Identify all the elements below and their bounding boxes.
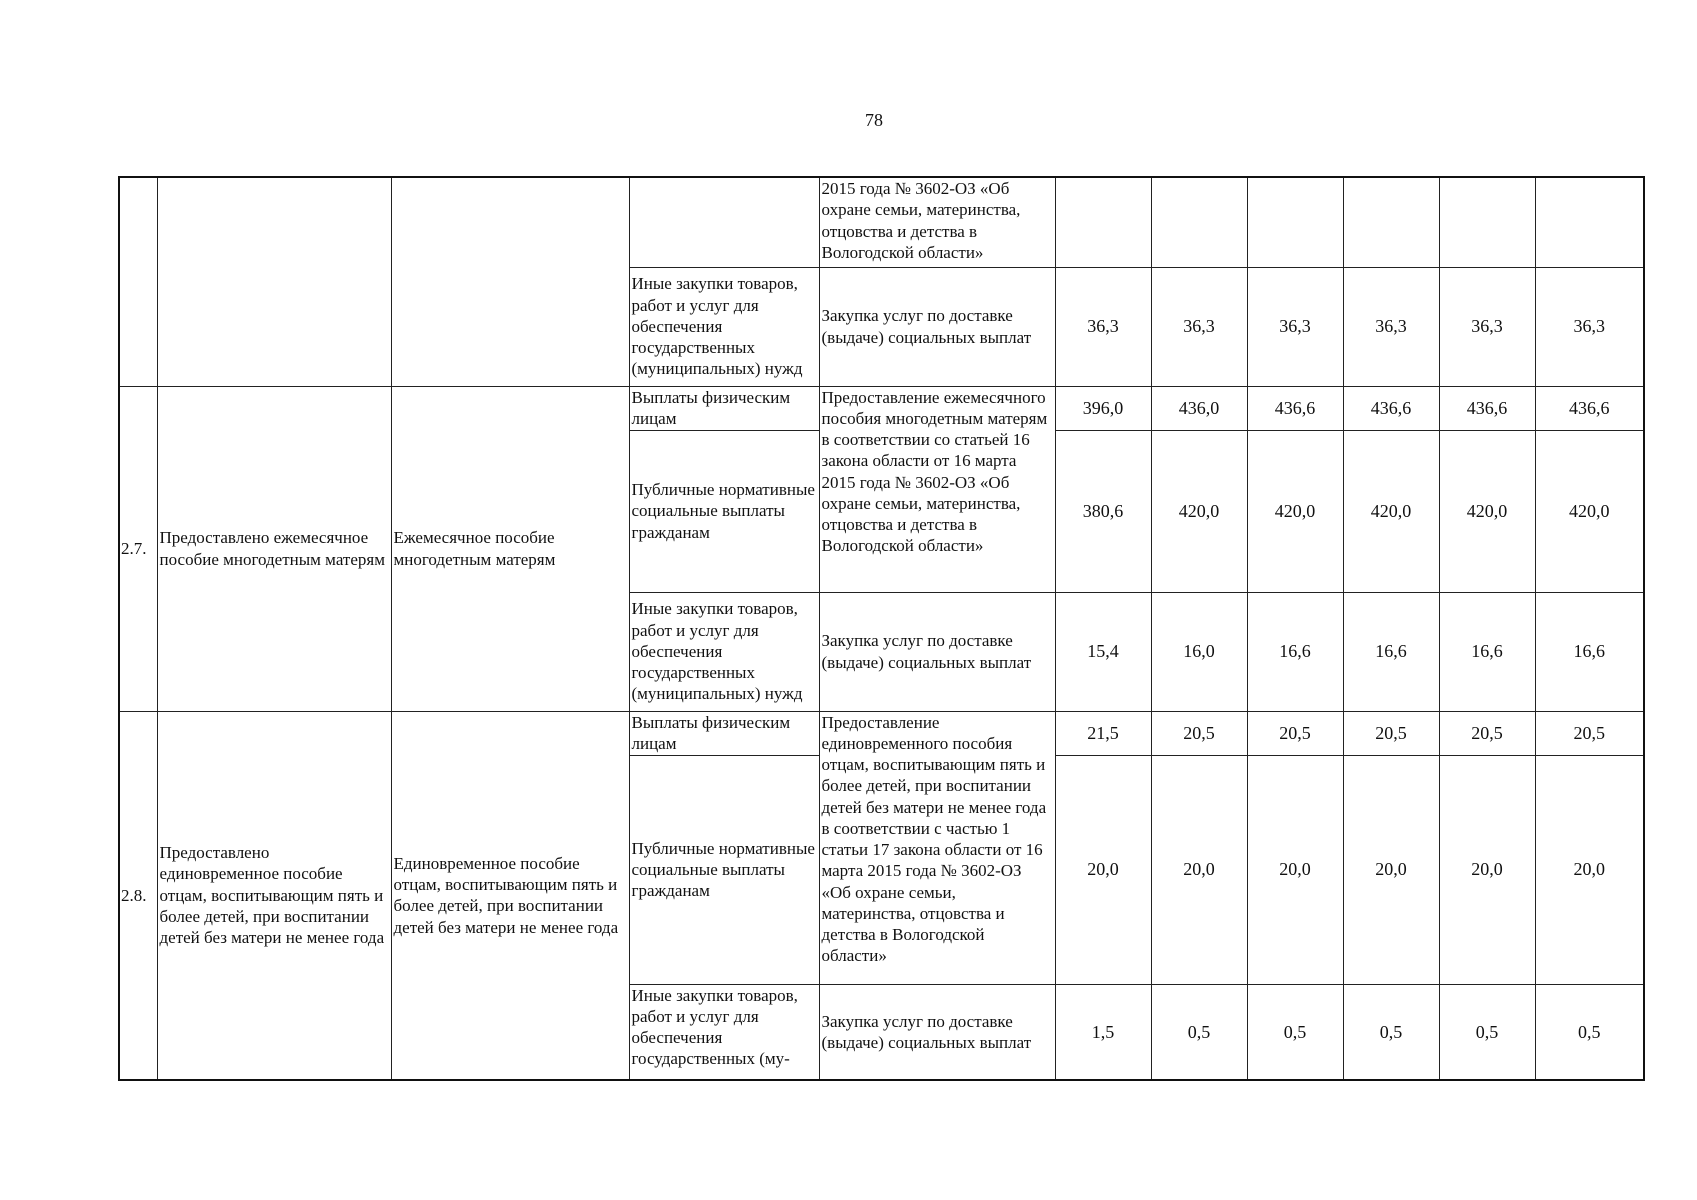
value-cell: 420,0 xyxy=(1535,430,1644,592)
value-cell: 20,5 xyxy=(1535,711,1644,755)
value-cell: 0,5 xyxy=(1343,984,1439,1080)
result-cell: Предоставлено единовременное пособие отцам, воспитывающим пять и более детей, при воспитании детей без матери не менее года xyxy=(157,711,391,1080)
index-cell xyxy=(119,177,157,386)
value-cell xyxy=(1439,177,1535,267)
value-cell: 20,0 xyxy=(1439,755,1535,984)
value-cell: 396,0 xyxy=(1055,386,1151,430)
result-cell: Предоставлено ежемесячное пособие многодетным матерям xyxy=(157,386,391,711)
value-cell: 16,6 xyxy=(1439,592,1535,711)
value-cell: 380,6 xyxy=(1055,430,1151,592)
result-cell xyxy=(157,177,391,386)
table-row xyxy=(119,386,1644,430)
value-cell: 20,0 xyxy=(1343,755,1439,984)
description-cell: Предоставление единовременного пособия отцам, воспитывающим пять и более детей, при воспитании детей без матери не менее года в соответствии с частью 1 статьи 17 закона области от 16 марта 2015 года № 3602-ОЗ «Об охране семьи, материнства, отцовства и детства в Вологодской области» xyxy=(819,711,1055,984)
value-cell: 20,5 xyxy=(1343,711,1439,755)
description-cell: 2015 года № 3602-ОЗ «Об охране семьи, материнства, отцовства и детства в Вологодской области» xyxy=(819,177,1055,267)
value-cell: 20,0 xyxy=(1247,755,1343,984)
value-cell: 20,5 xyxy=(1247,711,1343,755)
value-cell: 16,0 xyxy=(1151,592,1247,711)
value-cell: 420,0 xyxy=(1439,430,1535,592)
value-cell: 16,6 xyxy=(1247,592,1343,711)
expense-type-cell: Иные закупки товаров, работ и услуг для обеспечения государственных (му- xyxy=(629,984,819,1080)
value-cell xyxy=(1151,177,1247,267)
value-cell xyxy=(1535,177,1644,267)
value-cell: 1,5 xyxy=(1055,984,1151,1080)
value-cell: 0,5 xyxy=(1247,984,1343,1080)
value-cell: 420,0 xyxy=(1151,430,1247,592)
value-cell: 20,0 xyxy=(1151,755,1247,984)
value-cell: 16,6 xyxy=(1535,592,1644,711)
value-cell: 16,6 xyxy=(1343,592,1439,711)
value-cell: 36,3 xyxy=(1535,267,1644,386)
value-cell: 20,0 xyxy=(1535,755,1644,984)
description-cell: Закупка услуг по доставке (выдаче) социальных выплат xyxy=(819,984,1055,1080)
table-row xyxy=(119,711,1644,755)
page-number: 78 xyxy=(865,110,883,130)
description-cell: Закупка услуг по доставке (выдаче) социальных выплат xyxy=(819,592,1055,711)
index-cell: 2.7. xyxy=(119,386,157,711)
description-cell: Закупка услуг по доставке (выдаче) социальных выплат xyxy=(819,267,1055,386)
value-cell: 20,0 xyxy=(1055,755,1151,984)
value-cell: 36,3 xyxy=(1439,267,1535,386)
value-cell: 0,5 xyxy=(1151,984,1247,1080)
value-cell: 20,5 xyxy=(1151,711,1247,755)
value-cell: 420,0 xyxy=(1343,430,1439,592)
expense-type-cell: Выплаты физическим лицам xyxy=(629,711,819,755)
value-cell: 436,6 xyxy=(1439,386,1535,430)
budget-table xyxy=(118,176,1645,1081)
value-cell xyxy=(1055,177,1151,267)
value-cell: 436,0 xyxy=(1151,386,1247,430)
measure-cell: Ежемесячное пособие многодетным матерям xyxy=(391,386,629,711)
expense-type-cell: Иные закупки товаров, работ и услуг для обеспечения государственных (муниципальных) нужд xyxy=(629,592,819,711)
expense-type-cell: Выплаты физическим лицам xyxy=(629,386,819,430)
value-cell: 21,5 xyxy=(1055,711,1151,755)
value-cell: 436,6 xyxy=(1535,386,1644,430)
value-cell: 36,3 xyxy=(1343,267,1439,386)
value-cell: 15,4 xyxy=(1055,592,1151,711)
description-cell: Предоставление ежемесячного пособия многодетным матерям в соответствии со статьей 16 закона области от 16 марта 2015 года № 3602-ОЗ «Об охране семьи, материнства, отцовства и детства в Вологодской области» xyxy=(819,386,1055,592)
value-cell: 20,5 xyxy=(1439,711,1535,755)
table-row xyxy=(119,177,1644,267)
value-cell: 0,5 xyxy=(1439,984,1535,1080)
value-cell: 36,3 xyxy=(1055,267,1151,386)
expense-type-cell xyxy=(629,177,819,267)
value-cell: 436,6 xyxy=(1343,386,1439,430)
expense-type-cell: Публичные нормативные социальные выплаты гражданам xyxy=(629,430,819,592)
expense-type-cell: Публичные нормативные социальные выплаты гражданам xyxy=(629,755,819,984)
value-cell: 36,3 xyxy=(1247,267,1343,386)
value-cell: 436,6 xyxy=(1247,386,1343,430)
value-cell: 420,0 xyxy=(1247,430,1343,592)
value-cell xyxy=(1343,177,1439,267)
value-cell: 0,5 xyxy=(1535,984,1644,1080)
measure-cell xyxy=(391,177,629,386)
measure-cell: Единовременное пособие отцам, воспитывающим пять и более детей, при воспитании детей без матери не менее года xyxy=(391,711,629,1080)
value-cell: 36,3 xyxy=(1151,267,1247,386)
value-cell xyxy=(1247,177,1343,267)
expense-type-cell: Иные закупки товаров, работ и услуг для обеспечения государственных (муниципальных) нужд xyxy=(629,267,819,386)
index-cell: 2.8. xyxy=(119,711,157,1080)
